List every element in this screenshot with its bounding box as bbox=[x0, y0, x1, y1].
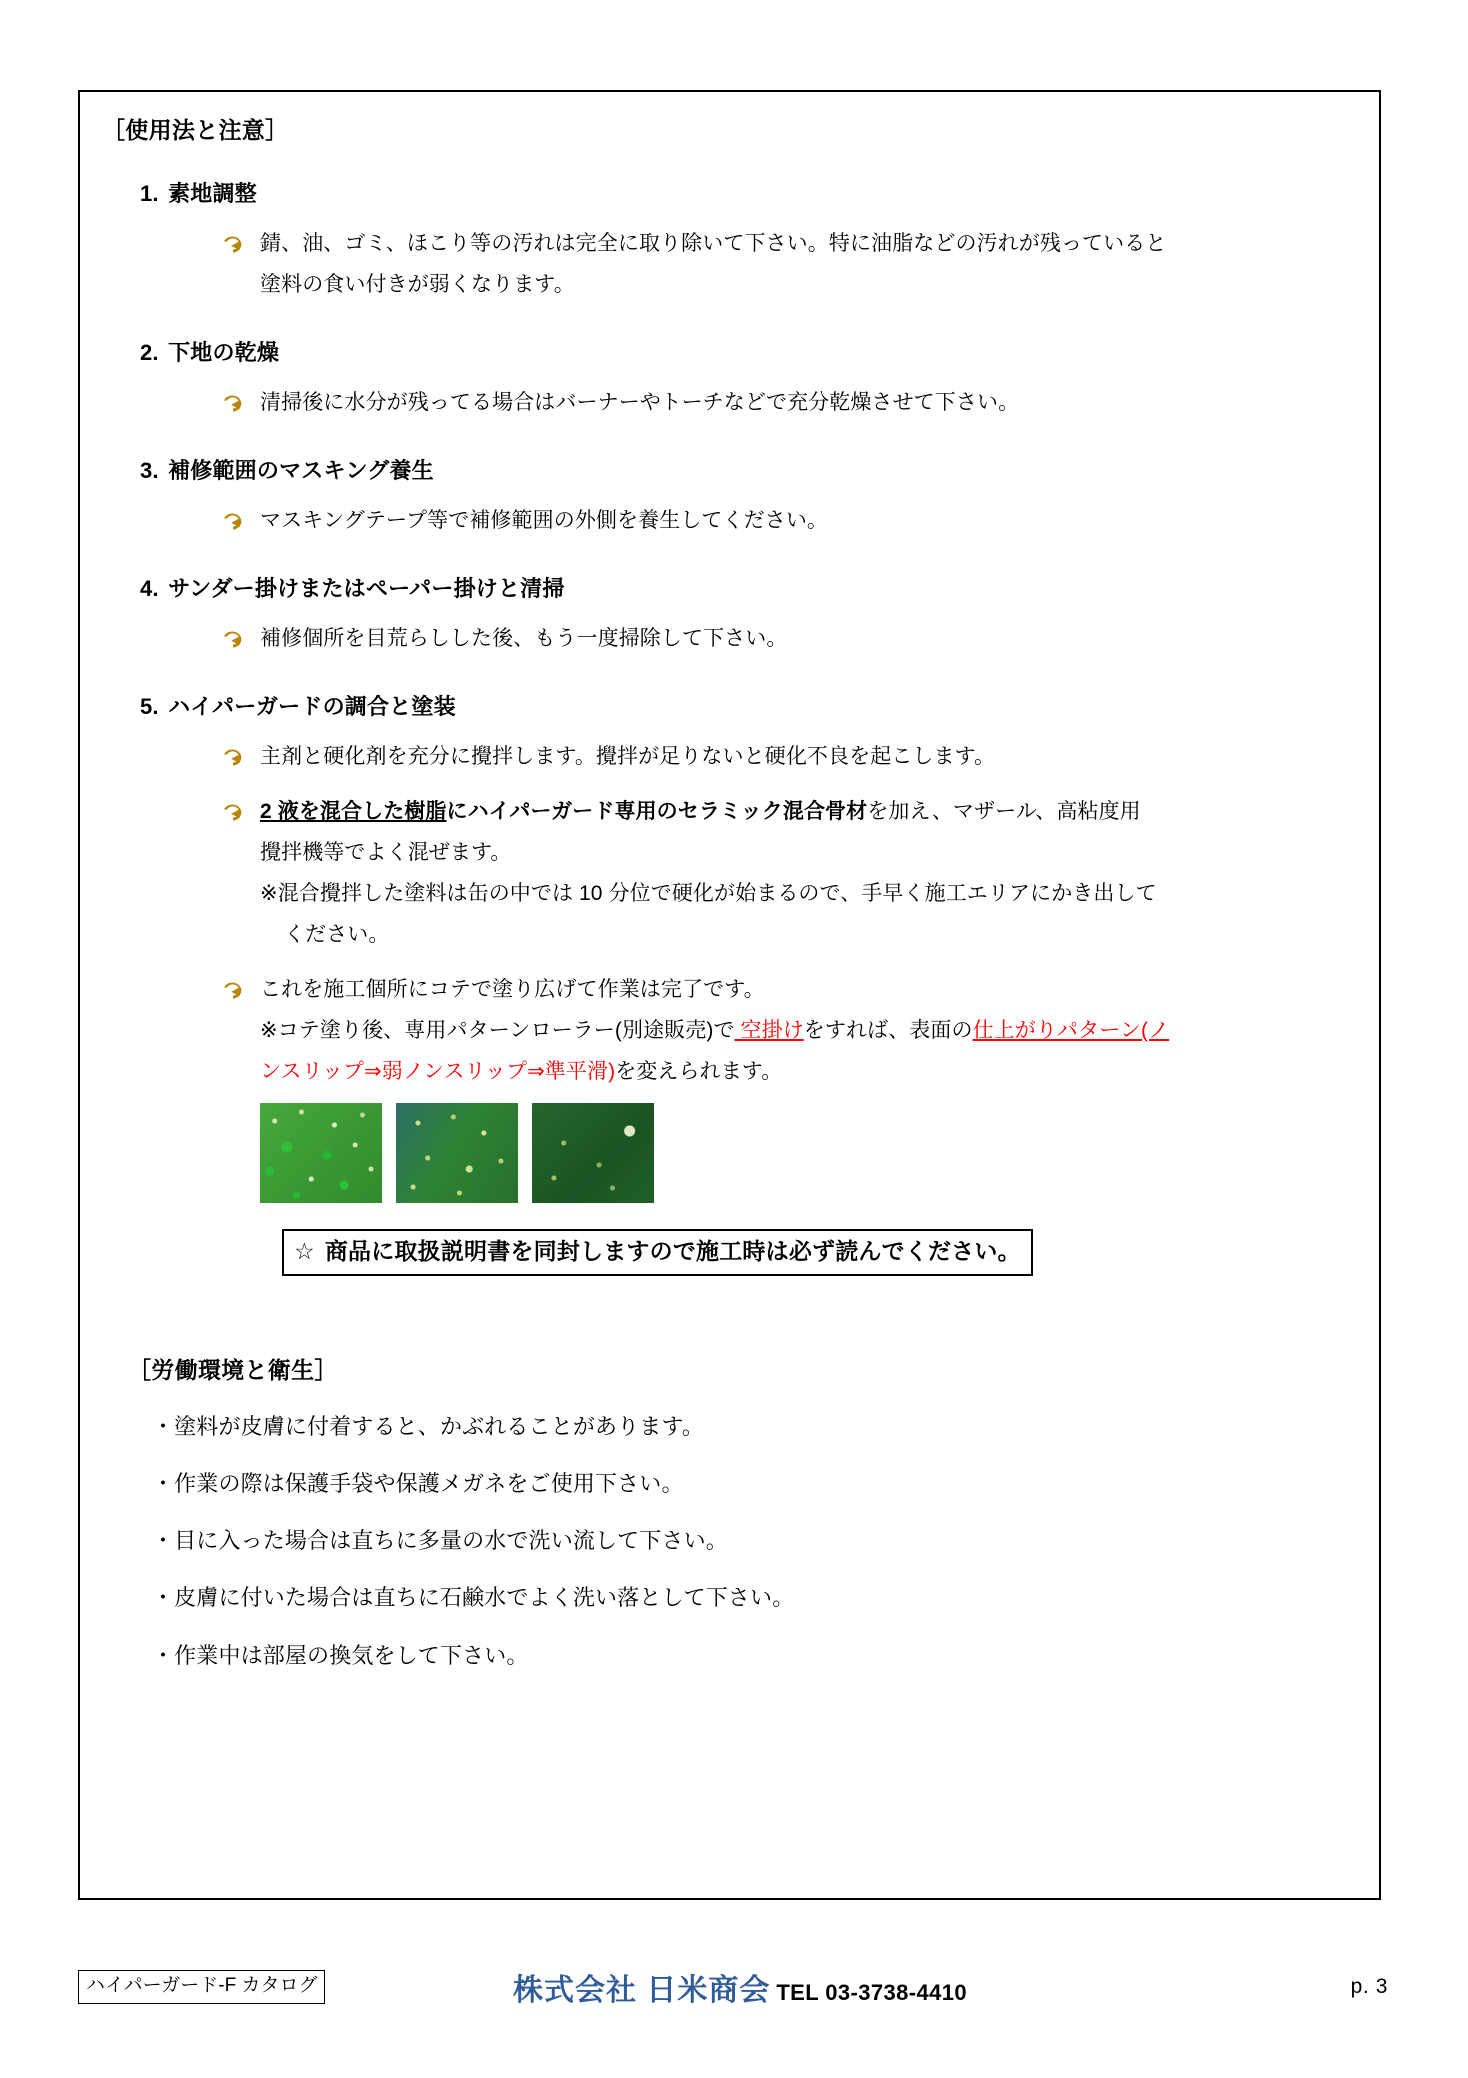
labor-item-5: ・作業中は部屋の換気をして下さい。 bbox=[152, 1642, 529, 1668]
content-inner bbox=[102, 114, 1363, 1888]
step-1 bbox=[102, 177, 1363, 306]
company-name: 株式会社 日米商会 bbox=[513, 1974, 771, 2007]
step-5-title bbox=[140, 690, 1363, 723]
note-2-line2-tail: を変えられます。 bbox=[615, 1059, 783, 1083]
footer-company-block bbox=[513, 1965, 967, 2009]
manual-notice-box bbox=[282, 1229, 1033, 1276]
manual-notice-text: 商品に取扱説明書を同封しますので施工時は必ず読んでください。 bbox=[324, 1237, 1021, 1264]
step-5-note-1-line-2: ください。 bbox=[284, 922, 390, 946]
step-5-bullet-2-tail: を加え、マザール、高粘度用 bbox=[867, 799, 1141, 823]
note-2-pre: ※コテ塗り後、専用パターンローラー(別途販売)で bbox=[260, 1018, 735, 1042]
sample-image-strip bbox=[260, 1103, 1363, 1203]
sample-weak-non-slip bbox=[396, 1103, 518, 1203]
step-4-bullet-line-1: 補修個所を目荒らしした後、もう一度掃除して下さい。 bbox=[260, 627, 788, 651]
arrow-bullet-icon bbox=[220, 978, 246, 1004]
step-5-label: ハイパーガードの調合と塗装 bbox=[168, 694, 456, 720]
step-5-number: 5. bbox=[140, 694, 159, 720]
step-2-bullet-line-1: 清掃後に水分が残ってる場合はバーナーやトーチなどで充分乾燥させて下さい。 bbox=[260, 391, 1020, 415]
star-icon: ☆ bbox=[294, 1237, 315, 1264]
step-5-bullet-3 bbox=[220, 970, 1363, 1011]
arrow-bullet-icon bbox=[220, 232, 246, 258]
note-2-red-pattern: 仕上がりパターン(ノ bbox=[972, 1018, 1170, 1042]
arrow-bullet-icon bbox=[220, 745, 246, 771]
page-number: p. 3 bbox=[1350, 1975, 1388, 1998]
labor-section bbox=[102, 1354, 1363, 1673]
step-1-bullet bbox=[220, 224, 1363, 306]
step-4 bbox=[102, 572, 1363, 660]
step-4-bullet bbox=[220, 619, 1363, 660]
step-3-label: 補修範囲のマスキング養生 bbox=[168, 458, 434, 484]
step-3 bbox=[102, 454, 1363, 542]
page-footer bbox=[78, 1965, 1388, 2025]
step-5-bullet-1-text: 主剤と硬化剤を充分に攪拌します。攪拌が足りないと硬化不良を起こします。 bbox=[260, 745, 996, 769]
step-5 bbox=[102, 690, 1363, 1276]
step-4-number: 4. bbox=[140, 576, 159, 602]
emphasis-bold-aggregate: にハイパーガード専用のセラミック混合骨材 bbox=[446, 799, 868, 823]
arrow-bullet-icon bbox=[220, 509, 246, 535]
step-1-bullet-line-2: 塗料の食い付きが弱くなります。 bbox=[260, 273, 575, 297]
step-5-note-2-line-2 bbox=[260, 1052, 1363, 1093]
step-5-bullet-3-text: これを施工個所にコテで塗り広げて作業は完了です。 bbox=[260, 977, 765, 1001]
step-5-note-1-line-1: ※混合攪拌した塗料は缶の中では 10 分位で硬化が始まるので、手早く施工エリアにかき出して bbox=[260, 881, 1157, 905]
step-2-number: 2. bbox=[140, 340, 159, 366]
step-3-bullet bbox=[220, 501, 1363, 542]
note-2-red-karagake: 空掛け bbox=[734, 1018, 804, 1042]
step-1-label: 素地調整 bbox=[168, 181, 257, 207]
step-3-title bbox=[140, 454, 1363, 487]
content-frame bbox=[78, 90, 1381, 1900]
arrow-bullet-icon bbox=[220, 800, 246, 826]
emphasis-underline-resin: 2 液を混合した樹脂 bbox=[260, 799, 447, 823]
step-5-bullet-2-line-2: 攪拌機等でよく混ぜます。 bbox=[260, 840, 512, 864]
page-title: ［使用法と注意］ bbox=[102, 117, 289, 143]
step-4-title bbox=[140, 572, 1363, 605]
sample-non-slip bbox=[260, 1103, 382, 1203]
catalog-tag: ハイパーガード-F カタログ bbox=[78, 1970, 325, 2004]
labor-item-2: ・作業の際は保護手袋や保護メガネをご使用下さい。 bbox=[152, 1471, 684, 1497]
labor-item-1: ・塗料が皮膚に付着すると、かぶれることがあります。 bbox=[152, 1413, 704, 1439]
company-telephone: TEL 03-3738-4410 bbox=[776, 1980, 968, 2005]
arrow-bullet-icon bbox=[220, 627, 246, 653]
step-2 bbox=[102, 336, 1363, 424]
note-2-mid: をすれば、表面の bbox=[803, 1018, 973, 1042]
step-1-bullet-line-1: 錆、油、ゴミ、ほこり等の汚れは完全に取り除いて下さい。特に油脂などの汚れが残っていると bbox=[260, 232, 1167, 256]
step-2-title bbox=[140, 336, 1363, 369]
step-5-note-2-line-1 bbox=[260, 1011, 1363, 1052]
step-3-bullet-line-1: マスキングテープ等で補修範囲の外側を養生してください。 bbox=[260, 509, 829, 533]
step-2-label: 下地の乾燥 bbox=[168, 340, 280, 366]
step-2-bullet bbox=[220, 383, 1363, 424]
arrow-bullet-icon bbox=[220, 391, 246, 417]
labor-item-4: ・皮膚に付いた場合は直ちに石鹸水でよく洗い落として下さい。 bbox=[152, 1585, 795, 1611]
step-4-label: サンダー掛けまたはペーパー掛けと清掃 bbox=[168, 576, 565, 602]
step-5-bullet-1 bbox=[220, 737, 1363, 778]
sample-semi-smooth bbox=[532, 1103, 654, 1203]
labor-item-3: ・目に入った場合は直ちに多量の水で洗い流して下さい。 bbox=[152, 1528, 728, 1554]
step-1-number: 1. bbox=[140, 181, 159, 207]
step-5-bullet-2-line-1 bbox=[260, 792, 1363, 833]
step-1-title bbox=[140, 177, 1363, 210]
step-5-bullet-2 bbox=[220, 792, 1363, 874]
step-3-number: 3. bbox=[140, 458, 159, 484]
labor-section-heading: ［労働環境と衛生］ bbox=[128, 1356, 338, 1383]
note-2-red-sequence: ンスリップ⇒弱ノンスリップ⇒準平滑) bbox=[260, 1059, 616, 1083]
